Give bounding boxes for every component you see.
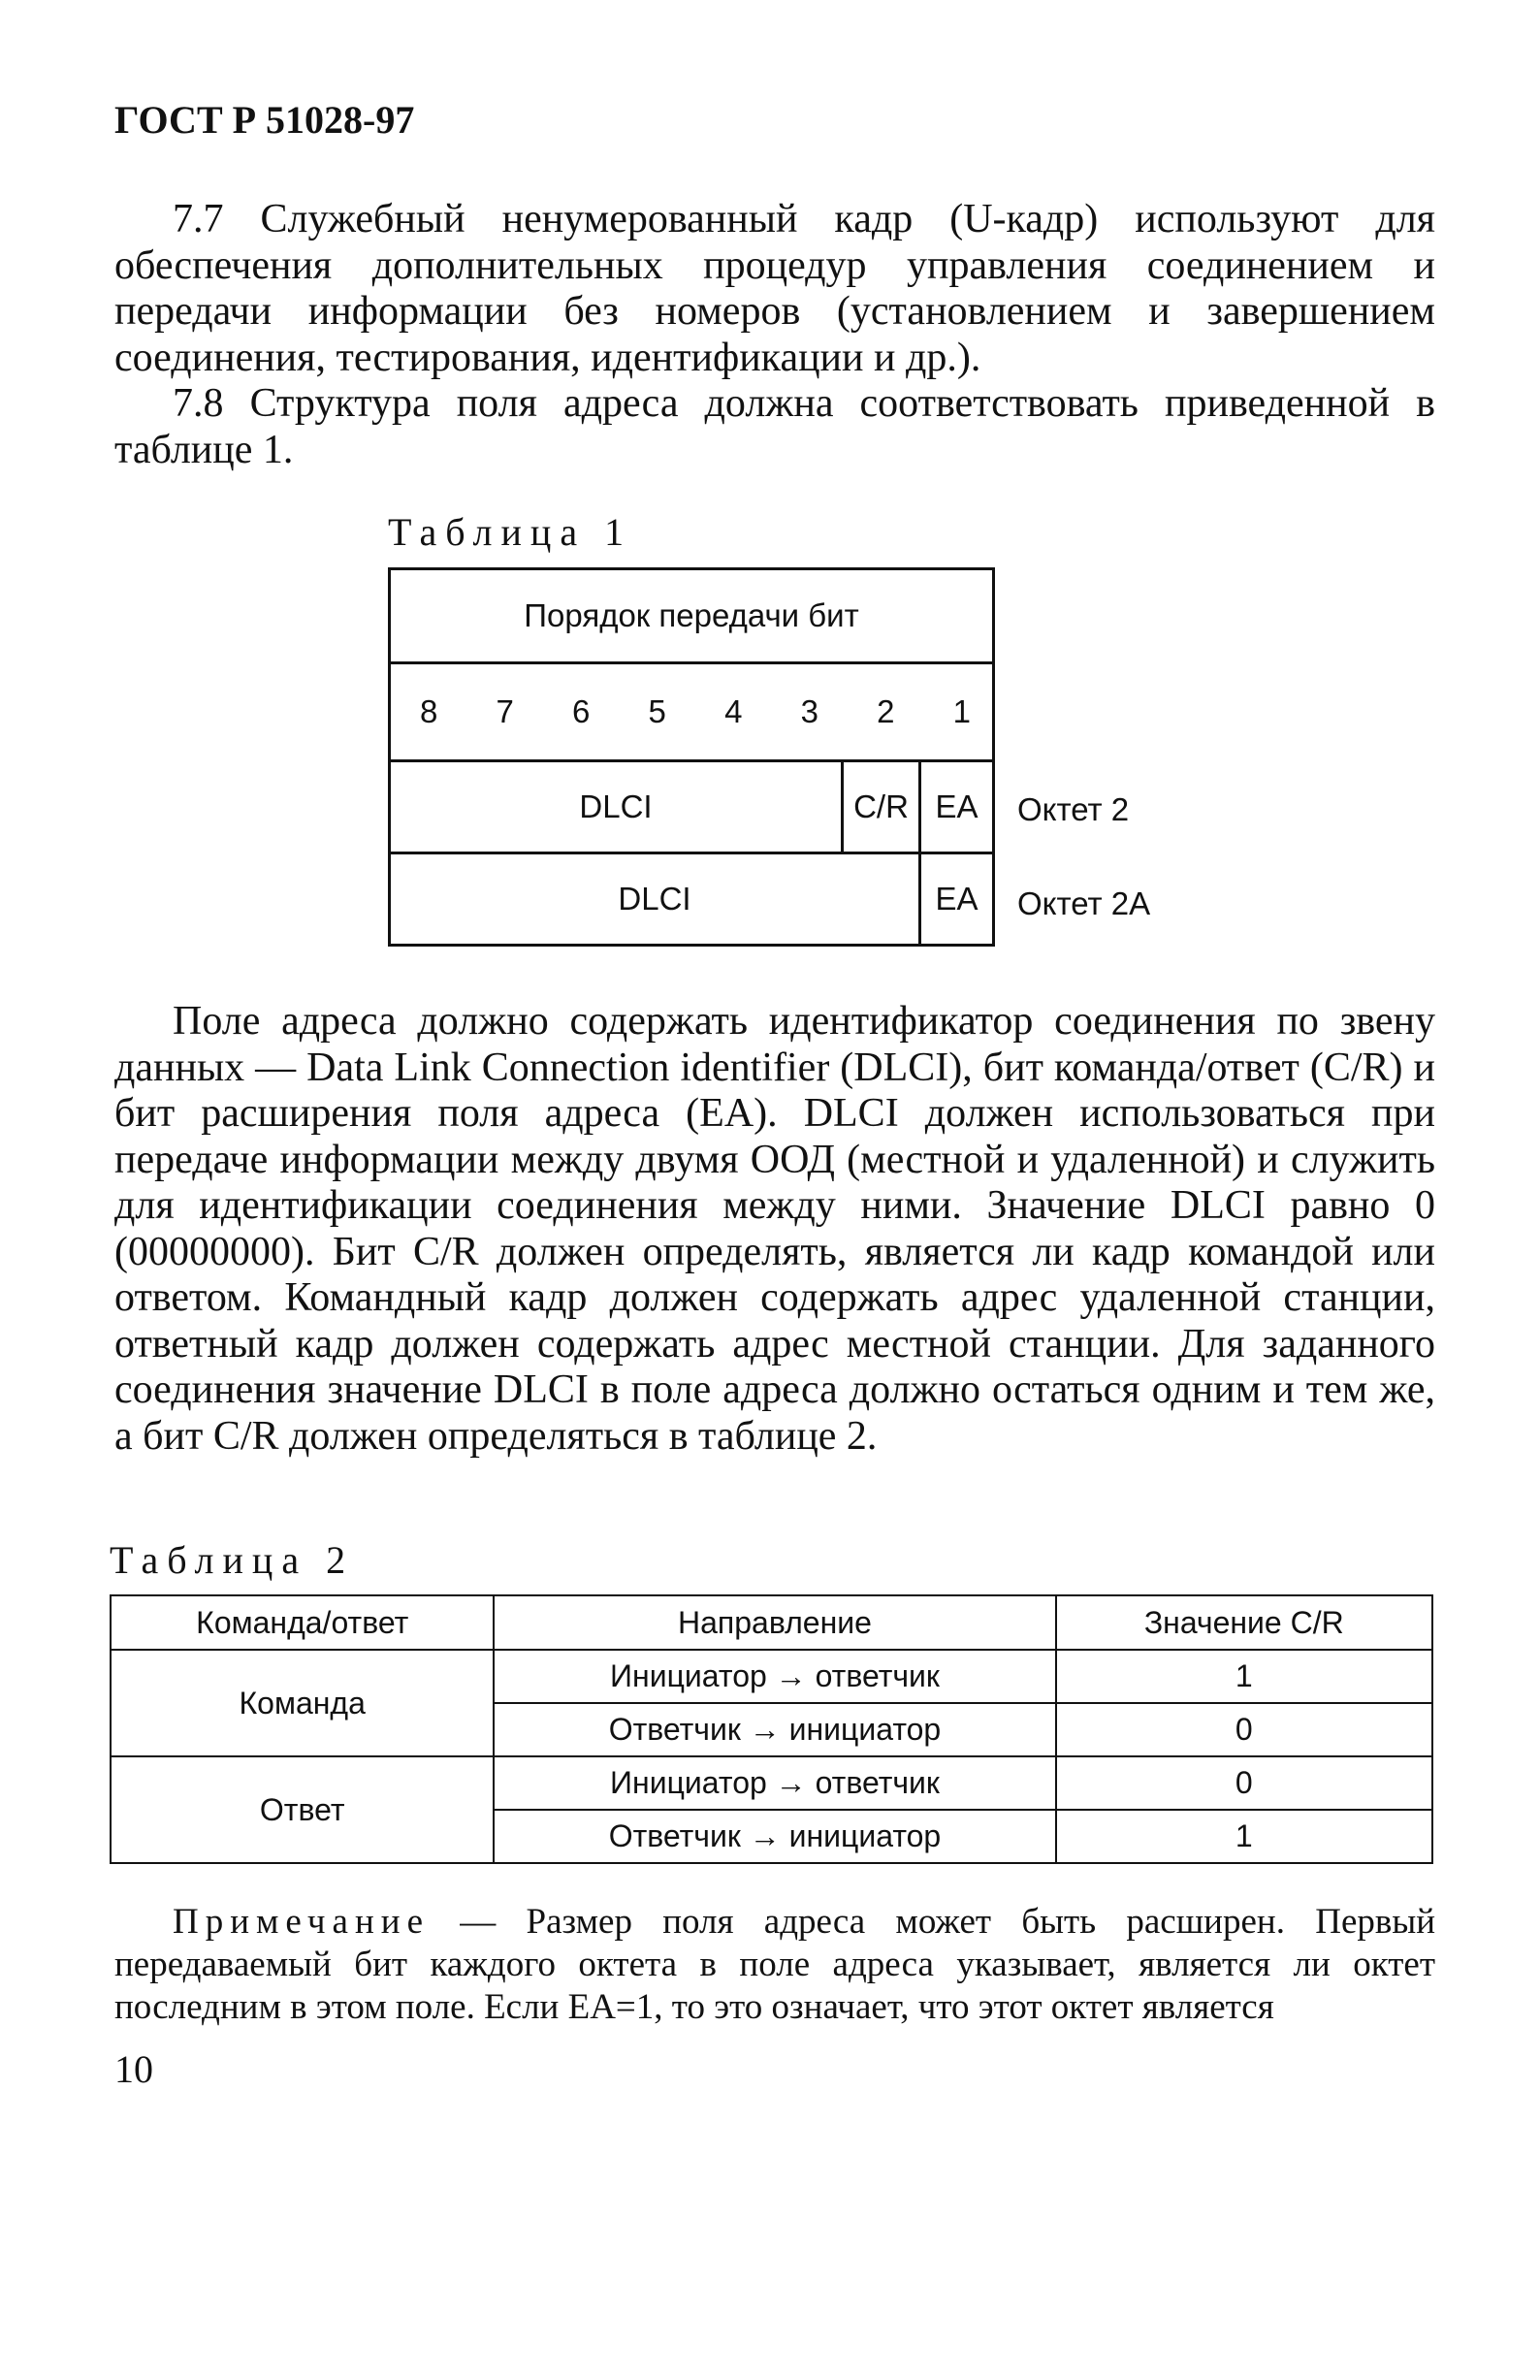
bit-label: 8 [420, 693, 438, 729]
section-7-7 [114, 197, 1435, 473]
direction-cell: Инициатор → ответчик [494, 1756, 1055, 1810]
value-cell: 0 [1056, 1756, 1432, 1810]
column-header: Направление [494, 1595, 1055, 1650]
direction-cell: Ответчик → инициатор [494, 1703, 1055, 1756]
octet2a-ea: EA [918, 852, 995, 947]
table1-caption: Таблица 1 [388, 510, 633, 554]
octet2-dlci: DLCI [388, 759, 844, 854]
column-header: Команда/ответ [111, 1595, 494, 1650]
section-7-7-text: 7.7 Служебный ненумерованный кадр (U-кадр) используют для обеспечения дополнительных процедур управления соединением и передачи информации без номеров (установлением и завершением соединения, тестирования, идентификации и др.). [114, 197, 1435, 380]
table-row [111, 1756, 1432, 1810]
octet2a-label: Октет 2А [1017, 885, 1151, 921]
table1-header: Порядок передачи бит [388, 567, 995, 664]
octet2-ea: EA [918, 759, 995, 854]
body-paragraph-text: Поле адреса должно содержать идентификатор соединения по звену данных — Data Link Connection identifier (DLCI), бит команда/ответ (C/R) и бит расширения поля адреса (EA). DLCI должен использоваться при передаче информации между двумя ООД (местной и удаленной) и служить для идентификации соединения между ними. Значение DLCI равно 0 (00000000). Бит C/R должен определять, является ли кадр командой или ответом. Командный кадр должен содержать адрес удаленной станции, ответный кадр должен содержать адрес местной станции. Для заданного соединения значение DLCI в поле адреса должно остаться одним и тем же, а бит C/R должен определяться в таблице 2. [114, 999, 1435, 1459]
value-cell: 1 [1056, 1650, 1432, 1703]
note-label: Примечание [173, 1902, 430, 1942]
body-paragraph [114, 999, 1435, 1460]
octet2-cr: C/R [841, 759, 921, 854]
value-cell: 0 [1056, 1703, 1432, 1756]
group-label: Команда [111, 1650, 494, 1756]
bit-label: 3 [800, 693, 818, 729]
bit-label: 1 [952, 693, 971, 729]
direction-cell: Инициатор → ответчик [494, 1650, 1055, 1703]
page-number: 10 [114, 2047, 153, 2091]
octet2-label: Октет 2 [1017, 791, 1130, 827]
table2 [110, 1594, 1433, 1864]
bit-label: 6 [572, 693, 591, 729]
direction-cell: Ответчик → инициатор [494, 1810, 1055, 1863]
group-label: Ответ [111, 1756, 494, 1863]
section-7-8-text: 7.8 Структура поля адреса должна соответствовать приведенной в таблице 1. [114, 381, 1435, 472]
table-row [111, 1650, 1432, 1703]
table2-header-row [111, 1595, 1432, 1650]
bit-label: 7 [496, 693, 514, 729]
value-cell: 1 [1056, 1810, 1432, 1863]
note-text: — Размер поля адреса может быть расширен. Первый передаваемый бит каждого октета в поле адреса указывает, является ли октет последним в этом поле. Если EA=1, то это означает, что этот октет является [114, 1902, 1435, 2027]
note [114, 1901, 1435, 2029]
bit-label: 4 [724, 693, 743, 729]
bit-label: 2 [877, 693, 895, 729]
table2-caption: Таблица 2 [110, 1538, 355, 1582]
octet2a-dlci: DLCI [388, 852, 921, 947]
bit-label: 5 [648, 693, 666, 729]
column-header: Значение C/R [1056, 1595, 1432, 1650]
table1-bit-order [388, 661, 995, 762]
document-header: ГОСТ Р 51028-97 [114, 98, 415, 142]
